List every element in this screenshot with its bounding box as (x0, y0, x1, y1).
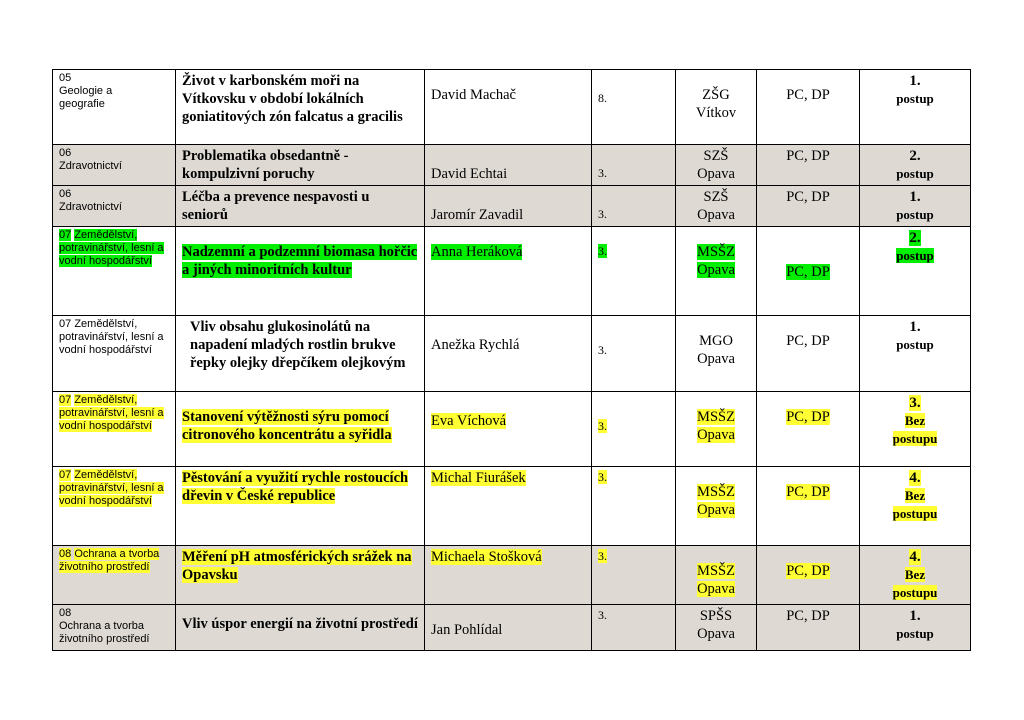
grade-cell (592, 605, 676, 651)
category-cell (757, 605, 860, 651)
author-cell (425, 546, 592, 605)
school-cell (676, 605, 757, 651)
result-value: postup (896, 248, 934, 263)
place-cell (860, 316, 971, 392)
grade-value: 3. (598, 470, 607, 484)
place-value: 1. (909, 319, 921, 335)
school-name: SZŠ (703, 148, 729, 164)
category-value: PC, DP (786, 333, 830, 349)
result-value: postup (896, 626, 934, 641)
school-name: MSŠZ (697, 484, 735, 500)
school-cell (676, 467, 757, 546)
category-cell (757, 546, 860, 605)
place-value: 4. (909, 549, 921, 565)
project-title: Život v karbonském moři na Vítkovsku v období lokálních goniatitových zón falcatus a gracilis (182, 73, 403, 125)
result-value: postup (896, 337, 934, 352)
author-name: David Machač (431, 87, 516, 103)
table-row (53, 145, 971, 186)
author-cell (425, 392, 592, 467)
table-row (53, 186, 971, 227)
school-city: Opava (697, 351, 735, 367)
author-cell (425, 467, 592, 546)
title-cell (176, 145, 425, 186)
school-cell (676, 227, 757, 316)
school-city: Opava (697, 626, 735, 642)
field-name: Zemědělství, potravinářství, lesní a vodní hospodářství (59, 318, 164, 356)
school-name: ZŠG (702, 87, 730, 103)
table-row (53, 605, 971, 651)
table-row (53, 546, 971, 605)
grade-value: 3. (598, 244, 607, 258)
project-title: Vliv obsahu glukosinolátů na napadení mladých rostlin brukve řepky olejky dřepčíkem olejkovým (190, 319, 406, 371)
category-value: PC, DP (786, 484, 830, 500)
field-number: 08 (59, 607, 72, 619)
author-cell (425, 70, 592, 145)
title-cell (176, 316, 425, 392)
field-cell (53, 145, 176, 186)
school-name: MSŠZ (697, 563, 735, 579)
category-value: PC, DP (786, 409, 830, 425)
project-title: Problematika obsedantně - kompulzivní poruchy (182, 148, 349, 182)
author-name: Jan Pohlídal (431, 622, 503, 638)
field-number: 05 (59, 72, 72, 84)
field-name: Ochrana a tvorba životního prostředí (59, 548, 160, 573)
place-value: 1. (909, 608, 921, 624)
field-cell (53, 392, 176, 467)
field-name: Zdravotnictví (59, 160, 122, 172)
field-number: 06 (59, 188, 72, 200)
school-city: Opava (697, 581, 735, 597)
category-value: PC, DP (786, 148, 830, 164)
category-cell (757, 467, 860, 546)
field-cell (53, 467, 176, 546)
result-line-1: Bez (904, 567, 926, 582)
field-cell (53, 546, 176, 605)
school-name: MGO (699, 333, 733, 349)
place-cell (860, 546, 971, 605)
place-cell (860, 392, 971, 467)
school-cell (676, 70, 757, 145)
school-name: MSŠZ (697, 409, 735, 425)
school-name: SPŠS (699, 608, 733, 624)
grade-cell (592, 186, 676, 227)
school-city: Opava (697, 502, 735, 518)
field-name: Zemědělství, potravinářství, lesní a vodní hospodářství (59, 229, 164, 267)
field-name: Ochrana a tvorba životního prostředí (59, 620, 150, 645)
field-cell (53, 70, 176, 145)
category-cell (757, 227, 860, 316)
title-cell (176, 467, 425, 546)
category-value: PC, DP (786, 87, 830, 103)
author-name: Michaela Stošková (431, 549, 542, 565)
school-cell (676, 316, 757, 392)
field-number: 07 (59, 318, 72, 330)
title-cell (176, 227, 425, 316)
category-value: PC, DP (786, 189, 830, 205)
school-cell (676, 546, 757, 605)
author-name: Jaromír Zavadil (431, 207, 524, 223)
author-cell (425, 316, 592, 392)
result-line-2: postupu (892, 506, 938, 521)
result-value: postup (896, 166, 934, 181)
project-title: Pěstování a využití rychle rostoucích dřevin v České republice (182, 470, 409, 504)
school-city: Vítkov (695, 105, 737, 121)
school-city: Opava (697, 262, 735, 278)
result-line-1: Bez (904, 413, 926, 428)
field-number: 08 (59, 548, 72, 560)
category-value: PC, DP (786, 264, 830, 280)
school-name: SZŠ (703, 189, 729, 205)
place-value: 2. (909, 148, 921, 164)
school-city: Opava (697, 207, 735, 223)
grade-cell (592, 70, 676, 145)
result-line-2: postupu (892, 585, 938, 600)
school-city: Opava (697, 166, 735, 182)
field-cell (53, 227, 176, 316)
place-value: 3. (909, 395, 921, 411)
category-cell (757, 392, 860, 467)
place-value: 1. (909, 73, 921, 89)
grade-cell (592, 392, 676, 467)
grade-value: 3. (598, 608, 607, 622)
place-cell (860, 467, 971, 546)
author-name: Eva Víchová (431, 413, 507, 429)
title-cell (176, 186, 425, 227)
field-name: Zemědělství, potravinářství, lesní a vodní hospodářství (59, 469, 164, 507)
title-cell (176, 605, 425, 651)
place-cell (860, 227, 971, 316)
table-row (53, 70, 971, 145)
place-cell (860, 70, 971, 145)
category-value: PC, DP (786, 563, 830, 579)
author-name: Anna Heráková (431, 244, 523, 260)
category-cell (757, 145, 860, 186)
school-cell (676, 392, 757, 467)
author-name: Anežka Rychlá (431, 337, 520, 353)
field-number: 07 (59, 469, 72, 481)
grade-cell (592, 467, 676, 546)
grade-cell (592, 546, 676, 605)
author-cell (425, 227, 592, 316)
place-value: 1. (909, 189, 921, 205)
results-table (52, 69, 971, 651)
project-title: Léčba a prevence nespavosti u seniorů (182, 189, 370, 223)
field-cell (53, 316, 176, 392)
table-row (53, 392, 971, 467)
category-cell (757, 70, 860, 145)
field-cell (53, 186, 176, 227)
grade-value: 8. (598, 91, 607, 105)
title-cell (176, 70, 425, 145)
result-line-2: postupu (892, 431, 938, 446)
grade-value: 3. (598, 419, 607, 433)
author-name: David Echtai (431, 166, 508, 182)
category-cell (757, 186, 860, 227)
place-value: 4. (909, 470, 921, 486)
table-row (53, 227, 971, 316)
table-row (53, 467, 971, 546)
title-cell (176, 546, 425, 605)
project-title: Nadzemní a podzemní biomasa hořčic a jiných minoritních kultur (182, 244, 418, 278)
grade-cell (592, 227, 676, 316)
field-name: Zemědělství, potravinářství, lesní a vodní hospodářství (59, 394, 164, 432)
school-name: MSŠZ (697, 244, 735, 260)
grade-value: 3. (598, 343, 607, 357)
field-name: Zdravotnictví (59, 201, 122, 213)
school-city: Opava (697, 427, 735, 443)
school-cell (676, 145, 757, 186)
project-title: Vliv úspor energií na životní prostředí (182, 616, 418, 632)
field-name: Geologie a geografie (59, 85, 113, 110)
category-value: PC, DP (786, 608, 830, 624)
table-row (53, 316, 971, 392)
school-cell (676, 186, 757, 227)
author-cell (425, 186, 592, 227)
field-cell (53, 605, 176, 651)
grade-value: 3. (598, 166, 607, 180)
field-number: 07 (59, 394, 72, 406)
result-line-1: Bez (904, 488, 926, 503)
field-number: 06 (59, 147, 72, 159)
category-cell (757, 316, 860, 392)
grade-value: 3. (598, 549, 607, 563)
grade-cell (592, 145, 676, 186)
place-cell (860, 145, 971, 186)
project-title: Stanovení výtěžnosti sýru pomocí citronového koncentrátu a syřidla (182, 409, 392, 443)
field-number: 07 (59, 229, 72, 241)
author-name: Michal Fiurášek (431, 470, 526, 486)
place-value: 2. (909, 230, 921, 246)
grade-value: 3. (598, 207, 607, 221)
result-value: postup (896, 207, 934, 222)
place-cell (860, 186, 971, 227)
author-cell (425, 605, 592, 651)
place-cell (860, 605, 971, 651)
project-title: Měření pH atmosférických srážek na Opavsku (182, 549, 412, 583)
author-cell (425, 145, 592, 186)
result-value: postup (896, 91, 934, 106)
grade-cell (592, 316, 676, 392)
title-cell (176, 392, 425, 467)
